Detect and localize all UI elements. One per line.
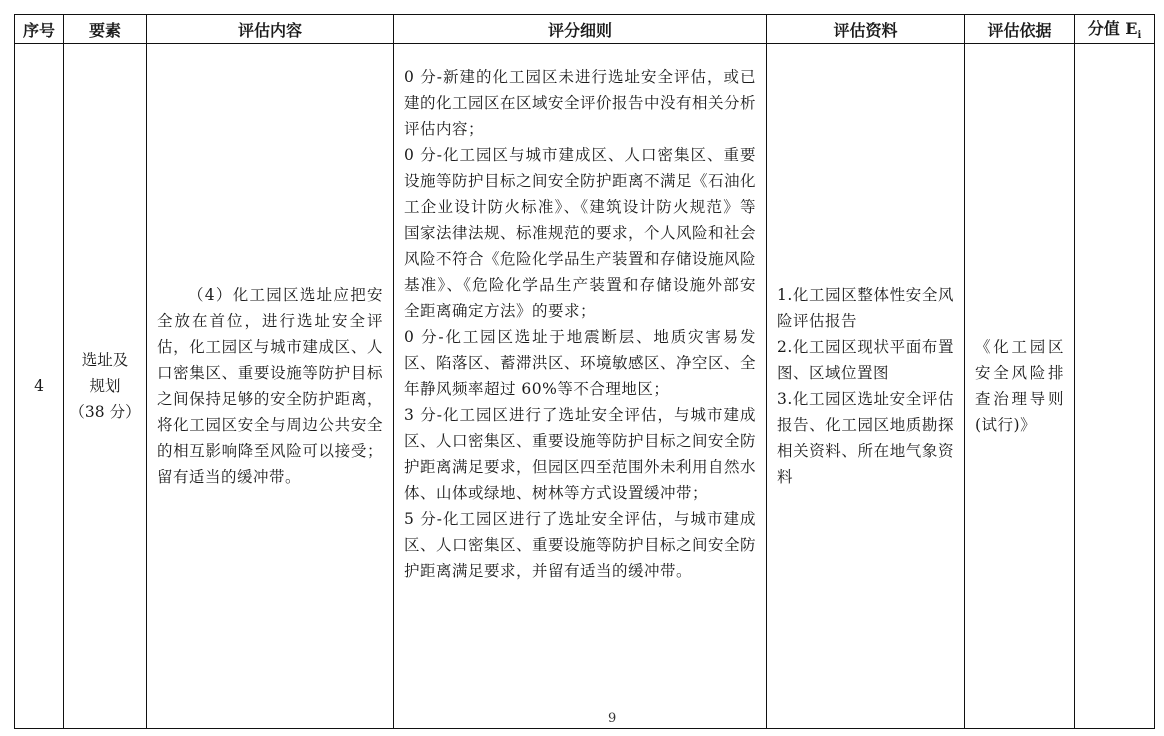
header-seq: 序号 (15, 15, 64, 44)
materials-item-3: 3.化工园区选址安全评估报告、化工园区地质勘探相关资料、所在地气象资料 (777, 390, 954, 486)
element-line-2: 规划 (89, 377, 121, 395)
header-row (15, 15, 1155, 44)
header-score (1075, 15, 1155, 44)
header-score-subscript: i (1137, 30, 1142, 42)
content-text: （4）化工园区选址应把安全放在首位，进行选址安全评估，化工园区与城市建成区、人口密集区、重要设施等防护目标之间保持足够的安全防护距离，将化工园区安全与周边公共安全的相互影响降至风险可以接受；留有适当的缓冲带。 (157, 286, 383, 486)
criteria-item-1: 0 分-新建的化工园区未进行选址安全评估，或已建的化工园区在区域安全评价报告中没有相关分析评估内容； (404, 68, 757, 138)
criteria-item-4: 3 分-化工园区进行了选址安全评估，与城市建成区、人口密集区、重要设施等防护目标之间安全防护距离满足要求，但园区四至范围外未利用自然水体、山体或绿地、树林等方式设置缓冲带； (404, 406, 757, 502)
criteria-list (394, 64, 766, 584)
page-number: 9 (608, 711, 617, 726)
row-basis (965, 44, 1075, 729)
basis-text: 《化工园区安全风险排查治理导则(试行)》 (975, 338, 1064, 434)
materials-item-1: 1.化工园区整体性安全风险评估报告 (777, 286, 954, 330)
row-materials (767, 44, 965, 729)
materials-item-2: 2.化工园区现状平面布置图、区域位置图 (777, 338, 954, 382)
criteria-item-2: 0 分-化工园区与城市建成区、人口密集区、重要设施等防护目标之间安全防护距离不满足《石油化工企业设计防火标准》、《建筑设计防火规范》等国家法律法规、标准规范的要求，个人风险和社会风险不符合《危险化学品生产装置和存储设施风险基准》、《危险化学品生产装置和存储设施外部安全距离确定方法》的要求； (404, 146, 757, 320)
element-line-3: （38 分） (69, 403, 141, 421)
table-row (15, 44, 1155, 729)
header-content: 评估内容 (147, 15, 394, 44)
row-content (147, 44, 394, 729)
header-basis: 评估依据 (965, 15, 1075, 44)
criteria-item-3: 0 分-化工园区选址于地震断层、地质灾害易发区、陷落区、蓄滞洪区、环境敏感区、净空区、全年静风频率超过 60%等不合理地区； (404, 328, 757, 398)
header-materials: 评估资料 (767, 15, 965, 44)
row-score (1075, 44, 1155, 729)
element-line-1: 选址及 (81, 351, 129, 369)
criteria-item-5: 5 分-化工园区进行了选址安全评估，与城市建成区、人口密集区、重要设施等防护目标之间安全防护距离满足要求，并留有适当的缓冲带。 (404, 510, 757, 580)
assessment-table (14, 14, 1155, 729)
header-element: 要素 (64, 15, 147, 44)
materials-list (767, 282, 964, 490)
header-score-label: 分值 E (1087, 19, 1138, 39)
row-seq: 4 (15, 44, 64, 729)
row-element (64, 44, 147, 729)
row-criteria (394, 44, 767, 729)
header-criteria: 评分细则 (394, 15, 767, 44)
